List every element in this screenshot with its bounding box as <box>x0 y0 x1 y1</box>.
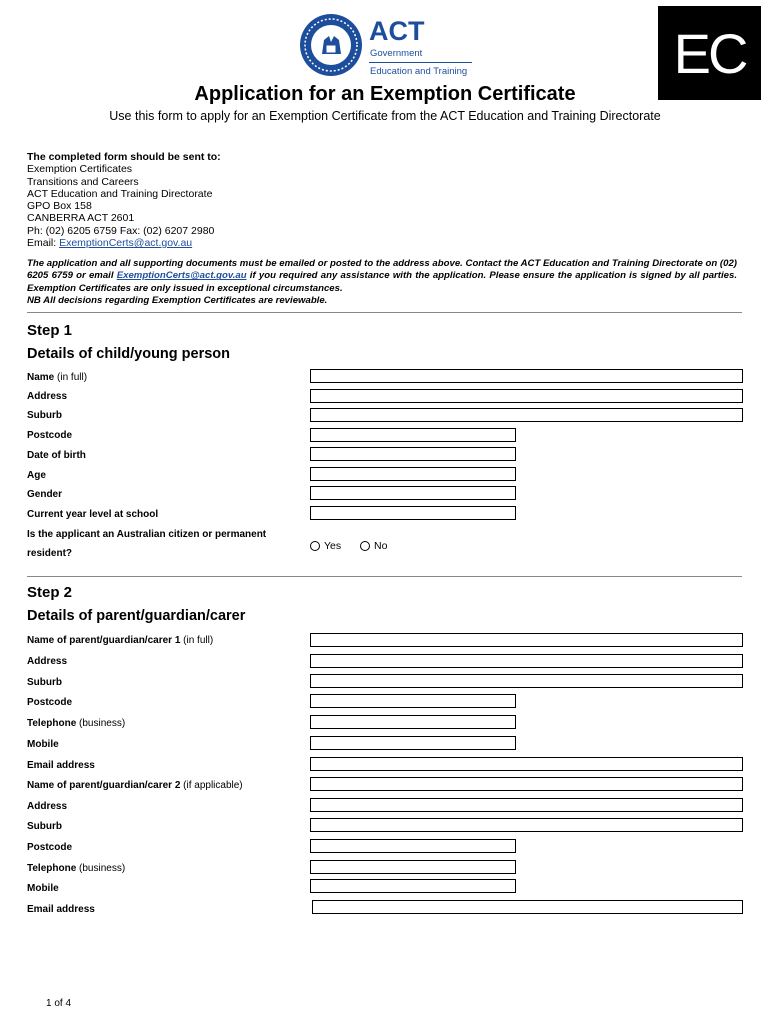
logo-act-text: ACT <box>369 16 425 46</box>
carer1-address-label: Address <box>27 656 68 667</box>
address-line: GPO Box 158 <box>27 200 92 213</box>
child-age-label: Age <box>27 470 46 481</box>
child-postcode-input[interactable] <box>310 428 516 442</box>
carer2-suburb-label: Suburb <box>27 821 62 832</box>
no-label: No <box>374 540 388 552</box>
radio-circle-icon[interactable] <box>360 541 370 551</box>
child-name-input[interactable] <box>310 369 743 383</box>
section-divider <box>27 576 742 577</box>
logo-department-text: Education and Training <box>370 66 468 77</box>
step1-heading: Details of child/young person <box>27 346 231 362</box>
page-subtitle: Use this form to apply for an Exemption Certificate from the ACT Education and Training Directorate <box>109 109 661 123</box>
address-line: Exemption Certificates <box>27 163 133 176</box>
step1-label: Step 1 <box>27 322 73 339</box>
carer2-email-label: Email address <box>27 904 95 915</box>
child-address-label: Address <box>27 391 68 402</box>
carer1-postcode-input[interactable] <box>310 694 516 708</box>
address-line: Transitions and Careers <box>27 175 139 188</box>
year-level-input[interactable] <box>310 506 516 520</box>
address-line: ACT Education and Training Directorate <box>27 187 213 200</box>
carer1-email-label: Email address <box>27 760 95 771</box>
carer2-email-input[interactable] <box>312 900 743 914</box>
child-age-input[interactable] <box>310 467 516 481</box>
child-suburb-label: Suburb <box>27 410 62 421</box>
carer2-telephone-input[interactable] <box>310 860 516 874</box>
carer1-name-label: Name of parent/guardian/carer 1 (in full) <box>27 635 214 646</box>
section-divider <box>27 312 742 313</box>
child-dob-input[interactable] <box>310 447 516 461</box>
citizen-question-label: Is the applicant an Australian citizen or permanent <box>27 529 267 540</box>
act-crest-icon <box>298 12 364 78</box>
carer1-name-input[interactable] <box>310 633 743 647</box>
carer2-address-label: Address <box>27 801 68 812</box>
carer1-postcode-label: Postcode <box>27 697 73 708</box>
child-gender-input[interactable] <box>310 486 516 500</box>
email-link[interactable]: ExemptionCerts@act.gov.au <box>59 237 193 250</box>
carer2-postcode-input[interactable] <box>310 839 516 853</box>
carer1-mobile-input[interactable] <box>310 736 516 750</box>
notice-text: The application and all supporting documents must be emailed or posted to the address above. Contact the ACT Education and Training Directorate on (02) 6205 6759 or email <box>27 258 737 282</box>
child-dob-label: Date of birth <box>27 450 86 461</box>
child-name-label: Name (in full) <box>27 372 88 383</box>
send-to-heading: The completed form should be sent to: <box>27 151 221 163</box>
carer1-suburb-label: Suburb <box>27 677 62 688</box>
logo-divider <box>369 62 472 63</box>
carer1-telephone-input[interactable] <box>310 715 516 729</box>
send-to-address <box>27 151 221 249</box>
instructions-notice <box>27 258 737 308</box>
page-title: Application for an Exemption Certificate <box>194 83 576 105</box>
radio-circle-icon[interactable] <box>310 541 320 551</box>
address-line: CANBERRA ACT 2601 <box>27 212 135 225</box>
child-gender-label: Gender <box>27 489 63 500</box>
carer2-telephone-label: Telephone (business) <box>27 863 126 874</box>
carer2-name-label: Name of parent/guardian/carer 2 (if applicable) <box>27 780 243 791</box>
year-level-label: Current year level at school <box>27 509 159 520</box>
yes-label: Yes <box>324 540 342 552</box>
notice-review-note: NB All decisions regarding Exemption Certificates are reviewable. <box>27 295 328 307</box>
child-postcode-label: Postcode <box>27 430 73 441</box>
notice-email-link[interactable]: ExemptionCerts@act.gov.au <box>116 270 247 282</box>
act-government-logo <box>298 12 478 78</box>
carer2-name-input[interactable] <box>310 777 743 791</box>
carer2-mobile-input[interactable] <box>310 879 516 893</box>
logo-government-text: Government <box>370 48 423 59</box>
step2-label: Step 2 <box>27 584 73 601</box>
carer2-mobile-label: Mobile <box>27 883 59 894</box>
carer1-address-input[interactable] <box>310 654 743 668</box>
carer2-postcode-label: Postcode <box>27 842 73 853</box>
carer1-suburb-input[interactable] <box>310 674 743 688</box>
carer1-email-input[interactable] <box>310 757 743 771</box>
child-address-input[interactable] <box>310 389 743 403</box>
page-number: 1 of 4 <box>46 998 72 1009</box>
carer2-address-input[interactable] <box>310 798 743 812</box>
notice-text-cont: if you required any assistance with the application. Please ensure the application is signed by all parties. Exemption Certificates are only issued in exceptional circumstances. <box>27 270 737 294</box>
phone-fax-line: Ph: (02) 6205 6759 Fax: (02) 6207 2980 <box>27 224 215 237</box>
email-label: Email: <box>27 237 60 250</box>
carer2-suburb-input[interactable] <box>310 818 743 832</box>
form-code-badge: EC <box>658 6 761 100</box>
step2-heading: Details of parent/guardian/carer <box>27 608 246 624</box>
email-line <box>27 237 221 249</box>
citizen-question-label-cont: resident? <box>27 548 73 559</box>
carer1-telephone-label: Telephone (business) <box>27 718 126 729</box>
child-suburb-input[interactable] <box>310 408 743 422</box>
citizen-no-option[interactable] <box>360 540 387 552</box>
citizen-yes-option[interactable] <box>310 540 341 552</box>
carer1-mobile-label: Mobile <box>27 739 59 750</box>
